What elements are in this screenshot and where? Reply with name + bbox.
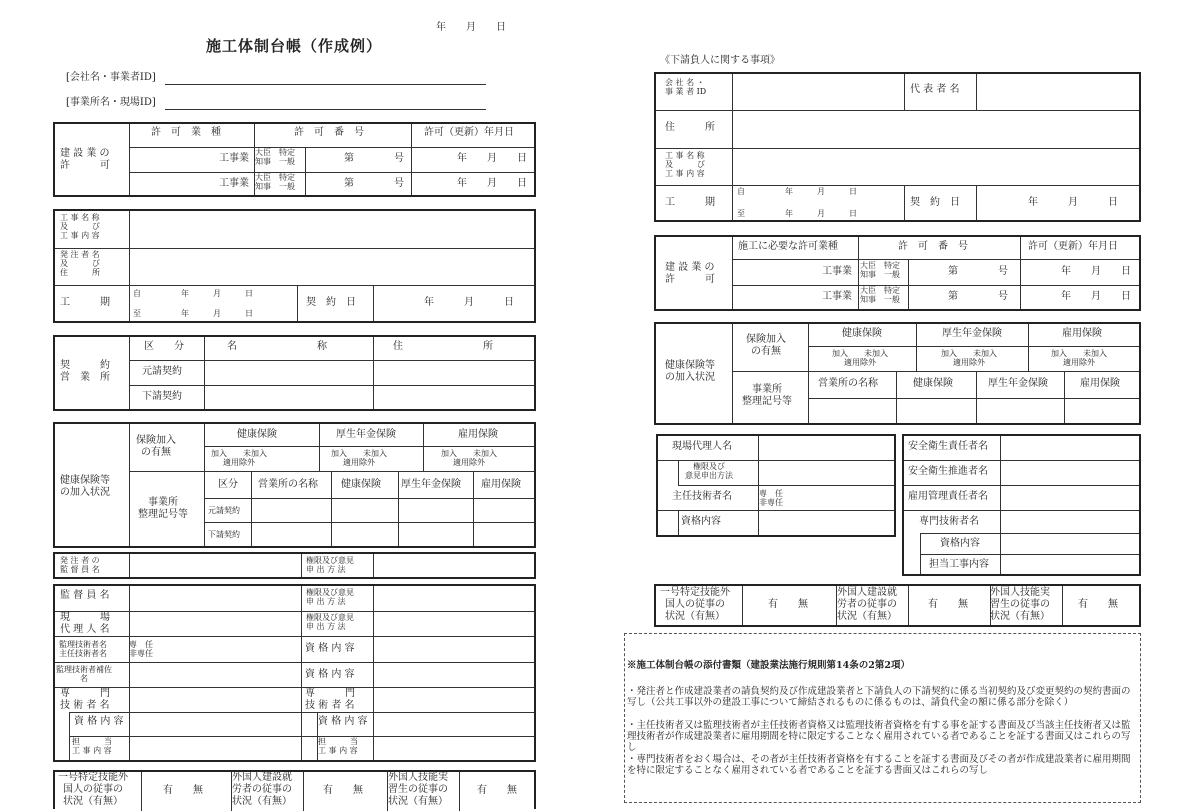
office-underline[interactable]	[165, 109, 486, 110]
contract-date[interactable]: 年 月 日	[424, 297, 514, 308]
sub-insurance-row-label: 健康保険等 の加入状況	[665, 360, 715, 383]
foreign-c-label: 外国人技能実 習生の従事の 状況（有無）	[388, 772, 448, 807]
sub-foreign-a-yn[interactable]: 有 無	[768, 599, 808, 610]
assistant-label: 監理技術者補佐 名	[56, 665, 112, 683]
sub-site-agent-label: 現場代理人名	[672, 441, 732, 452]
sub-foreign-b-label: 外国人建設就 労者の従事の 状況（有無）	[837, 587, 897, 622]
office-col-name: 名 称	[227, 341, 327, 352]
sub-insurance-reg-label: 事業所 整理記号等	[742, 384, 792, 407]
office-row-label: 契 約 営 業 所	[60, 360, 110, 383]
staff-table	[53, 584, 536, 762]
sub-foreign-c-yn[interactable]: 有 無	[1078, 599, 1118, 610]
sub-specialist-label: 専門技術者名	[919, 516, 979, 527]
sub-permit-auth-2: 大臣 特定 知事 一般	[860, 286, 900, 304]
insurance-row-sub: 下請契約	[208, 530, 240, 539]
sub-period-label: 工 期	[665, 197, 715, 208]
sub-insurance-pension: 厚生年金保険	[942, 328, 1002, 339]
sub-specialist-qual-label: 資格内容	[940, 538, 980, 549]
permit-auth-2: 大臣 特定 知事 一般	[255, 173, 295, 191]
qualification-label: 資 格 内 容	[305, 643, 355, 654]
sub-foreign-b-yn[interactable]: 有 無	[928, 599, 968, 610]
attachment-note	[624, 633, 1141, 803]
section-title: 《下請負人に関する事項》	[660, 55, 780, 66]
sub-insurance-col-health: 健康保険	[913, 378, 953, 389]
permit-date-2[interactable]: 年 月 日	[457, 178, 527, 189]
note-item-2: ・主任技術者又は監理技術者が主任技術者資格又は監理技術者資格を有する事を証する書面及び当該主任技術者又は監理技術者が作成建設業者に雇用期間を特に限定することなく雇用されている者であることを証する書面又はこれらの写し	[627, 720, 1131, 753]
specialist-qual-label-2: 資 格 内 容	[318, 716, 368, 727]
company-label: [会社名・事業者ID]	[66, 72, 156, 83]
sub-permit-row-label: 建 設 業 の 許 可	[665, 262, 715, 285]
sub-staff-right	[902, 434, 1141, 576]
insurance-status-pension[interactable]: 加入 未加入 適用除外	[331, 449, 387, 467]
sub-period-from[interactable]: 自 年 月 日	[737, 187, 857, 196]
assistant-qualification-label: 資 格 内 容	[305, 669, 355, 680]
permit-auth-1: 大臣 特定 知事 一般	[255, 148, 295, 166]
sub-authority-label: 権限及び 意見申出方法	[685, 462, 733, 480]
company-underline[interactable]	[165, 84, 486, 85]
page-title: 施工体制台帳（作成例）	[206, 37, 383, 55]
sub-period-to[interactable]: 至 年 月 日	[737, 209, 857, 218]
foreign-b-label: 外国人建設就 労者の従事の 状況（有無）	[232, 772, 292, 807]
office-col-addr: 住 所	[393, 341, 493, 352]
safety-promoter-label: 安全衛生推進者名	[908, 466, 988, 477]
sub-chief-label: 主任技術者名	[672, 491, 732, 502]
period-from[interactable]: 自 年 月 日	[133, 289, 253, 298]
sub-permit-col-date: 許可（更新）年月日	[1028, 241, 1118, 252]
sub-address-label: 住 所	[665, 122, 715, 133]
sub-permit-number-2[interactable]: 第 号	[948, 291, 1008, 302]
specialist-qual-label: 資 格 内 容	[74, 716, 124, 727]
sub-work-in-charge-label: 担当工事内容	[929, 559, 989, 570]
sub-permit-col-type: 施工に必要な許可業種	[738, 241, 838, 252]
permit-number-2[interactable]: 第 号	[344, 178, 404, 189]
note-item-1: ・発注者と作成建設業者の請負契約及び作成建設業者と下請負人の下請契約に係る当初契約及び変更契約の契約書面の写し（公共工事以外の建設工事について締結されるものに係るものは、請負代金の額に係る部分を除く）	[627, 686, 1131, 708]
sub-permit-date-1[interactable]: 年 月 日	[1061, 266, 1131, 277]
permit-col-type: 許 可 業 種	[151, 127, 221, 138]
work-in-charge-label: 担 当 工 事 内 容	[72, 737, 112, 755]
insurance-health: 健康保険	[237, 429, 277, 440]
insurance-row-label: 健康保険等 の加入状況	[60, 475, 110, 498]
insurance-status-employment[interactable]: 加入 未加入 適用除外	[441, 449, 497, 467]
employment-manager-label: 雇用管理責任者名	[908, 491, 988, 502]
chief-engineer-label: 監理技術者名 主任技術者名	[59, 640, 107, 658]
site-agent-opinion-label: 権限及び意見 申 出 方 法	[306, 613, 354, 631]
client-opinion-label: 権限及び意見 申 出 方 法	[306, 556, 354, 574]
sub-insurance-status-pension[interactable]: 加入 未加入 適用除外	[941, 349, 997, 367]
insurance-reg-label: 事業所 整理記号等	[138, 497, 188, 520]
sub-insurance-col-pension: 厚生年金保険	[988, 378, 1048, 389]
site-agent-label: 現 場 代 理 人 名	[60, 612, 110, 635]
foreign-a-label: 一号特定技能外 国人の従事の 状況（有無）	[58, 772, 128, 807]
sub-permit-number-1[interactable]: 第 号	[948, 266, 1008, 277]
sub-permit-auth-1: 大臣 特定 知事 一般	[860, 261, 900, 279]
sub-work-label: 工 事 名 称 及 び 工 事 内 容	[665, 151, 705, 178]
client-label: 発 注 者 名 及 び 住 所	[60, 250, 100, 277]
sub-insurance-office-name: 営業所の名称	[818, 378, 878, 389]
supervisor-opinion-label: 権限及び意見 申 出 方 法	[306, 588, 354, 606]
sub-insurance-health: 健康保険	[842, 328, 882, 339]
period-label: 工 期	[60, 297, 110, 308]
permit-col-number: 許 可 番 号	[294, 127, 364, 138]
insurance-status-health[interactable]: 加入 未加入 適用除外	[211, 449, 267, 467]
insurance-row-prime: 元請契約	[208, 506, 240, 515]
insurance-employment: 雇用保険	[458, 429, 498, 440]
sub-insurance-col-employment: 雇用保険	[1080, 378, 1120, 389]
insurance-col-employment: 雇用保険	[481, 479, 521, 490]
sub-permit-work-1: 工事業	[822, 266, 852, 277]
sub-permit-date-2[interactable]: 年 月 日	[1061, 291, 1131, 302]
project-name-label: 工 事 名 称 及 び 工 事 内 容	[60, 213, 100, 240]
insurance-col-health: 健康保険	[341, 479, 381, 490]
sub-dedicated-status[interactable]: 専 任 非専任	[759, 489, 783, 507]
sub-insurance-status-employment[interactable]: 加入 未加入 適用除外	[1051, 349, 1107, 367]
insurance-col-pension: 厚生年金保険	[401, 479, 461, 490]
foreign-b-yn[interactable]: 有 無	[323, 785, 363, 796]
period-to[interactable]: 至 年 月 日	[133, 309, 253, 318]
dedicated-status[interactable]: 専 任 非専任	[129, 640, 153, 658]
sub-insurance-enroll-label: 保険加入 の有無	[746, 334, 786, 357]
sub-foreign-c-label: 外国人技能実 習生の従事の 状況（有無）	[990, 587, 1050, 622]
safety-manager-label: 安全衛生責任者名	[908, 441, 988, 452]
client-supervisor-table	[53, 552, 536, 579]
office-row-prime: 元請契約	[142, 366, 182, 377]
sub-foreign-a-label: 一号特定技能外 国人の従事の 状況（有無）	[660, 587, 730, 622]
office-col-kubun: 区 分	[144, 341, 184, 352]
note-item-3: ・専門技術者をおく場合は、その者が主任技術者資格を有することを証する書面及びその者が作成建設業者に雇用期間を特に限定することなく雇用されている者であることを証する書面又はこれらの写し	[627, 754, 1131, 776]
permit-number-1[interactable]: 第 号	[344, 153, 404, 164]
foreign-c-yn[interactable]: 有 無	[477, 785, 517, 796]
insurance-enroll-label: 保険加入 の有無	[136, 435, 176, 458]
permit-row-label: 建 設 業 の 許 可	[60, 148, 110, 171]
sub-permit-col-number: 許 可 番 号	[898, 241, 968, 252]
permit-work-2: 工事業	[219, 178, 249, 189]
permit-col-date: 許可（更新）年月日	[424, 127, 514, 138]
contract-label: 契 約 日	[306, 297, 356, 308]
sub-company-label: 会 社 名 ・ 事 業 者 ID	[665, 78, 707, 96]
specialist-label: 専 門 技 術 者 名	[60, 688, 110, 711]
sub-contract-date[interactable]: 年 月 日	[1028, 197, 1118, 208]
sub-rep-label: 代 表 者 名	[910, 84, 960, 95]
sub-permit-work-2: 工事業	[822, 291, 852, 302]
supervisor-label: 監 督 員 名	[60, 590, 110, 601]
sub-insurance-status-health[interactable]: 加入 未加入 適用除外	[832, 349, 888, 367]
sub-insurance-employment: 雇用保険	[1062, 328, 1102, 339]
insurance-office-name: 営業所の名称	[258, 479, 318, 490]
permit-work-1: 工事業	[219, 153, 249, 164]
insurance-pension: 厚生年金保険	[336, 429, 396, 440]
client-supervisor-label: 発 注 者 の 監 督 員 名	[60, 556, 100, 574]
foreign-a-yn[interactable]: 有 無	[163, 785, 203, 796]
date-field: 年 月 日	[436, 22, 506, 33]
office-label: [事業所名・現場ID]	[66, 97, 156, 108]
permit-date-1[interactable]: 年 月 日	[457, 153, 527, 164]
insurance-kubun: 区分	[218, 479, 238, 490]
work-in-charge-label-2: 担 当 工 事 内 容	[318, 737, 358, 755]
sub-contract-label: 契 約 日	[910, 197, 960, 208]
specialist-label-2: 専 門 技 術 者 名	[305, 688, 355, 711]
note-heading: ※施工体制台帳の添付書類（建設業法施行規則第14条の2第2項）	[627, 660, 910, 671]
office-row-sub: 下請契約	[142, 391, 182, 402]
sub-qual-label: 資格内容	[681, 516, 721, 527]
